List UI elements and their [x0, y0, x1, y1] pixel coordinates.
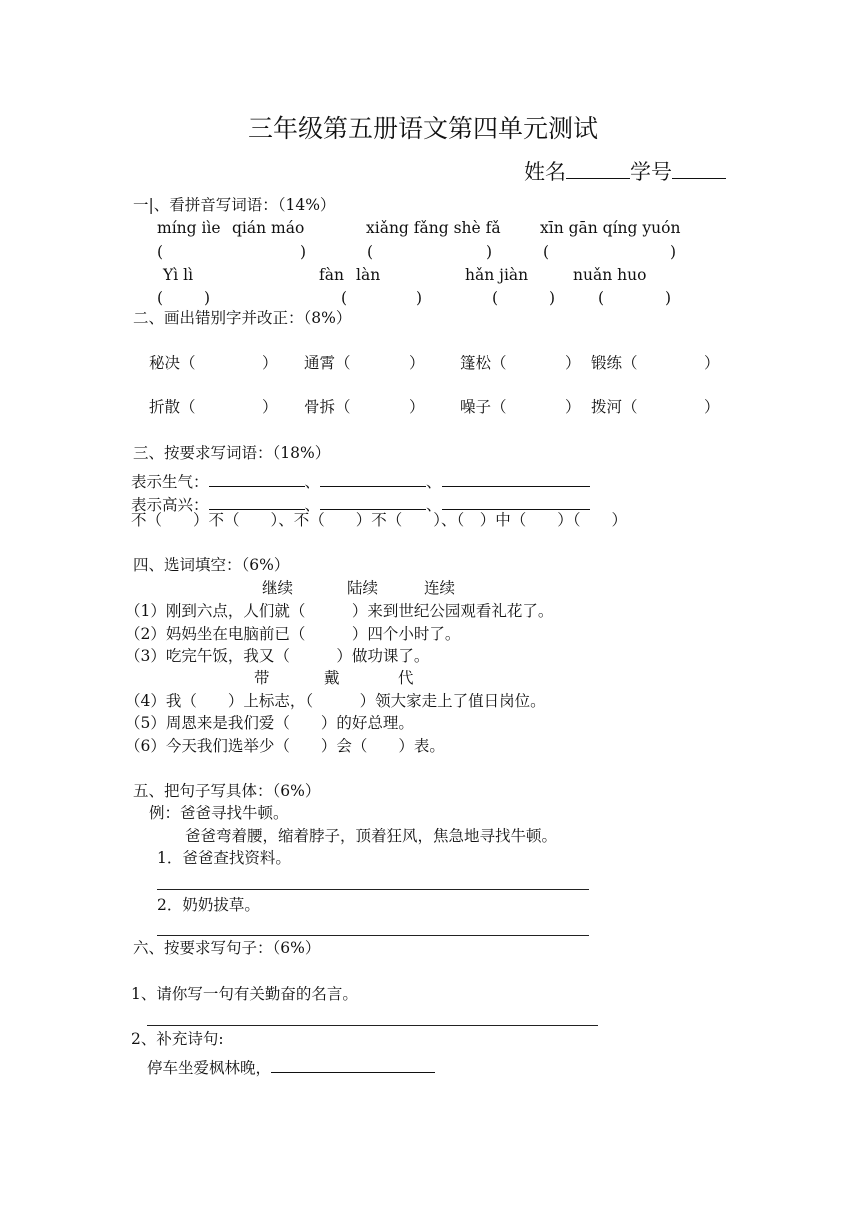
typo-item: 骨拆（	[304, 398, 351, 416]
paren-open: (	[157, 243, 164, 261]
paren-open: (	[543, 243, 550, 261]
answer-blank[interactable]	[320, 468, 426, 487]
typo-close: ）	[262, 398, 278, 416]
section-3-heading: 三、按要求写词语：（18%）	[133, 444, 331, 462]
question-1: 1、请你写一句有关勤奋的名言。	[131, 985, 358, 1003]
pinyin-5: Yì lì	[163, 266, 194, 284]
paren-close: )	[670, 243, 677, 261]
page-title: 三年级第五册语文第四单元测试	[248, 114, 599, 143]
answer-blank[interactable]	[442, 468, 590, 487]
word-choice: 陆续	[347, 579, 379, 597]
typo-item: 篷松（	[460, 354, 507, 372]
section-2-heading: 二、画出错别字并改正：（8%）	[133, 309, 352, 327]
paren-open: (	[598, 289, 605, 307]
answer-blank[interactable]	[442, 491, 590, 510]
pinyin-2: qián máo	[232, 219, 305, 237]
number-label: 学号	[630, 160, 672, 184]
typo-item: 噪子（	[460, 398, 507, 416]
name-label: 姓名	[524, 160, 566, 184]
paren-close: )	[416, 289, 423, 307]
word-pattern-line: 不（ ）不（ ）、不（ ）不（ ）、（ ）中（ ）（ ）	[131, 511, 628, 529]
angry-label: 表示生气：	[131, 473, 209, 491]
fill-item-2: （2）妈妈坐在电脑前已（ ）四个小时了。	[125, 625, 461, 643]
number-blank[interactable]	[672, 160, 726, 179]
separator: 、	[426, 473, 442, 491]
fill-item-6: （6）今天我们选举少（ ）会（ ）表。	[125, 737, 445, 755]
paren-open: (	[157, 289, 164, 307]
paren-close: )	[549, 289, 556, 307]
typo-close: ）	[704, 398, 720, 416]
word-choice: 继续	[262, 579, 294, 597]
paren-open: (	[367, 243, 374, 261]
typo-close: ）	[704, 354, 720, 372]
answer-line[interactable]	[147, 1025, 598, 1026]
separator: 、	[304, 496, 321, 514]
paren-open: (	[492, 289, 499, 307]
section-6-heading: 六、按要求写句子：（6%）	[133, 939, 321, 957]
example-answer: 爸爸弯着腰，缩着脖子，顶着狂风，焦急地寻找牛顿。	[185, 827, 558, 845]
pinyin-9: nuǎn huo	[573, 266, 647, 284]
answer-blank[interactable]	[320, 491, 426, 510]
pinyin-6: fàn	[319, 266, 344, 284]
angry-words-line	[131, 468, 590, 491]
typo-close: ）	[409, 398, 425, 416]
question-1: 1．爸爸查找资料。	[157, 849, 291, 867]
answer-line[interactable]	[157, 935, 589, 936]
pinyin-1: míng iìe	[157, 219, 221, 237]
fill-item-3: （3）吃完午饭，我又（ ）做功课了。	[125, 647, 430, 665]
paren-close: )	[300, 243, 307, 261]
name-number-line	[524, 160, 726, 183]
answer-blank[interactable]	[209, 491, 305, 510]
pinyin-3: xiǎng fǎng shè fǎ	[366, 219, 501, 237]
word-choice: 连续	[424, 579, 456, 597]
separator: 、	[304, 473, 321, 491]
paren-close: )	[486, 243, 493, 261]
typo-close: ）	[409, 354, 425, 372]
paren-open: (	[341, 289, 348, 307]
typo-close: ）	[565, 354, 581, 372]
section-5-heading: 五、把句子写具体：（6%）	[133, 782, 321, 800]
typo-item: 锻练（	[591, 354, 638, 372]
name-blank[interactable]	[566, 160, 630, 179]
typo-item: 折散（	[149, 398, 196, 416]
fill-item-4: （4）我（ ）上标志，（ ）领大家走上了值日岗位。	[125, 692, 546, 710]
section-1-heading: 一|、看拼音写词语：（14%）	[133, 196, 336, 214]
happy-label: 表示高兴：	[131, 496, 209, 514]
word-choice: 戴	[324, 669, 340, 687]
question-2: 2、补充诗句:	[131, 1030, 224, 1048]
word-choice: 带	[254, 669, 270, 687]
separator: 、	[426, 496, 442, 514]
typo-item: 拨河（	[591, 398, 638, 416]
pinyin-4: xīn gān qíng yuón	[540, 219, 681, 237]
poem-text: 停车坐爱枫林晚，	[147, 1059, 272, 1077]
pinyin-7: làn	[356, 266, 381, 284]
fill-item-1: （1）刚到六点，人们就（ ）来到世纪公园观看礼花了。	[125, 602, 554, 620]
word-choice: 代	[398, 669, 414, 687]
poem-blank[interactable]	[271, 1054, 435, 1073]
example-sentence: 例：爸爸寻找牛顿。	[149, 804, 289, 822]
typo-item: 秘决（	[149, 354, 196, 372]
typo-close: ）	[565, 398, 581, 416]
poem-line	[147, 1054, 435, 1077]
typo-item: 通霄（	[304, 354, 351, 372]
paren-close: )	[665, 289, 672, 307]
answer-line[interactable]	[157, 889, 589, 890]
section-4-heading: 四、选词填空：（6%）	[133, 556, 290, 574]
question-2: 2．奶奶拔草。	[157, 896, 260, 914]
pinyin-8: hǎn jiàn	[465, 266, 529, 284]
fill-item-5: （5）周恩来是我们爱（ ）的好总理。	[125, 714, 414, 732]
typo-close: ）	[262, 354, 278, 372]
paren-close: )	[204, 289, 211, 307]
answer-blank[interactable]	[209, 468, 305, 487]
